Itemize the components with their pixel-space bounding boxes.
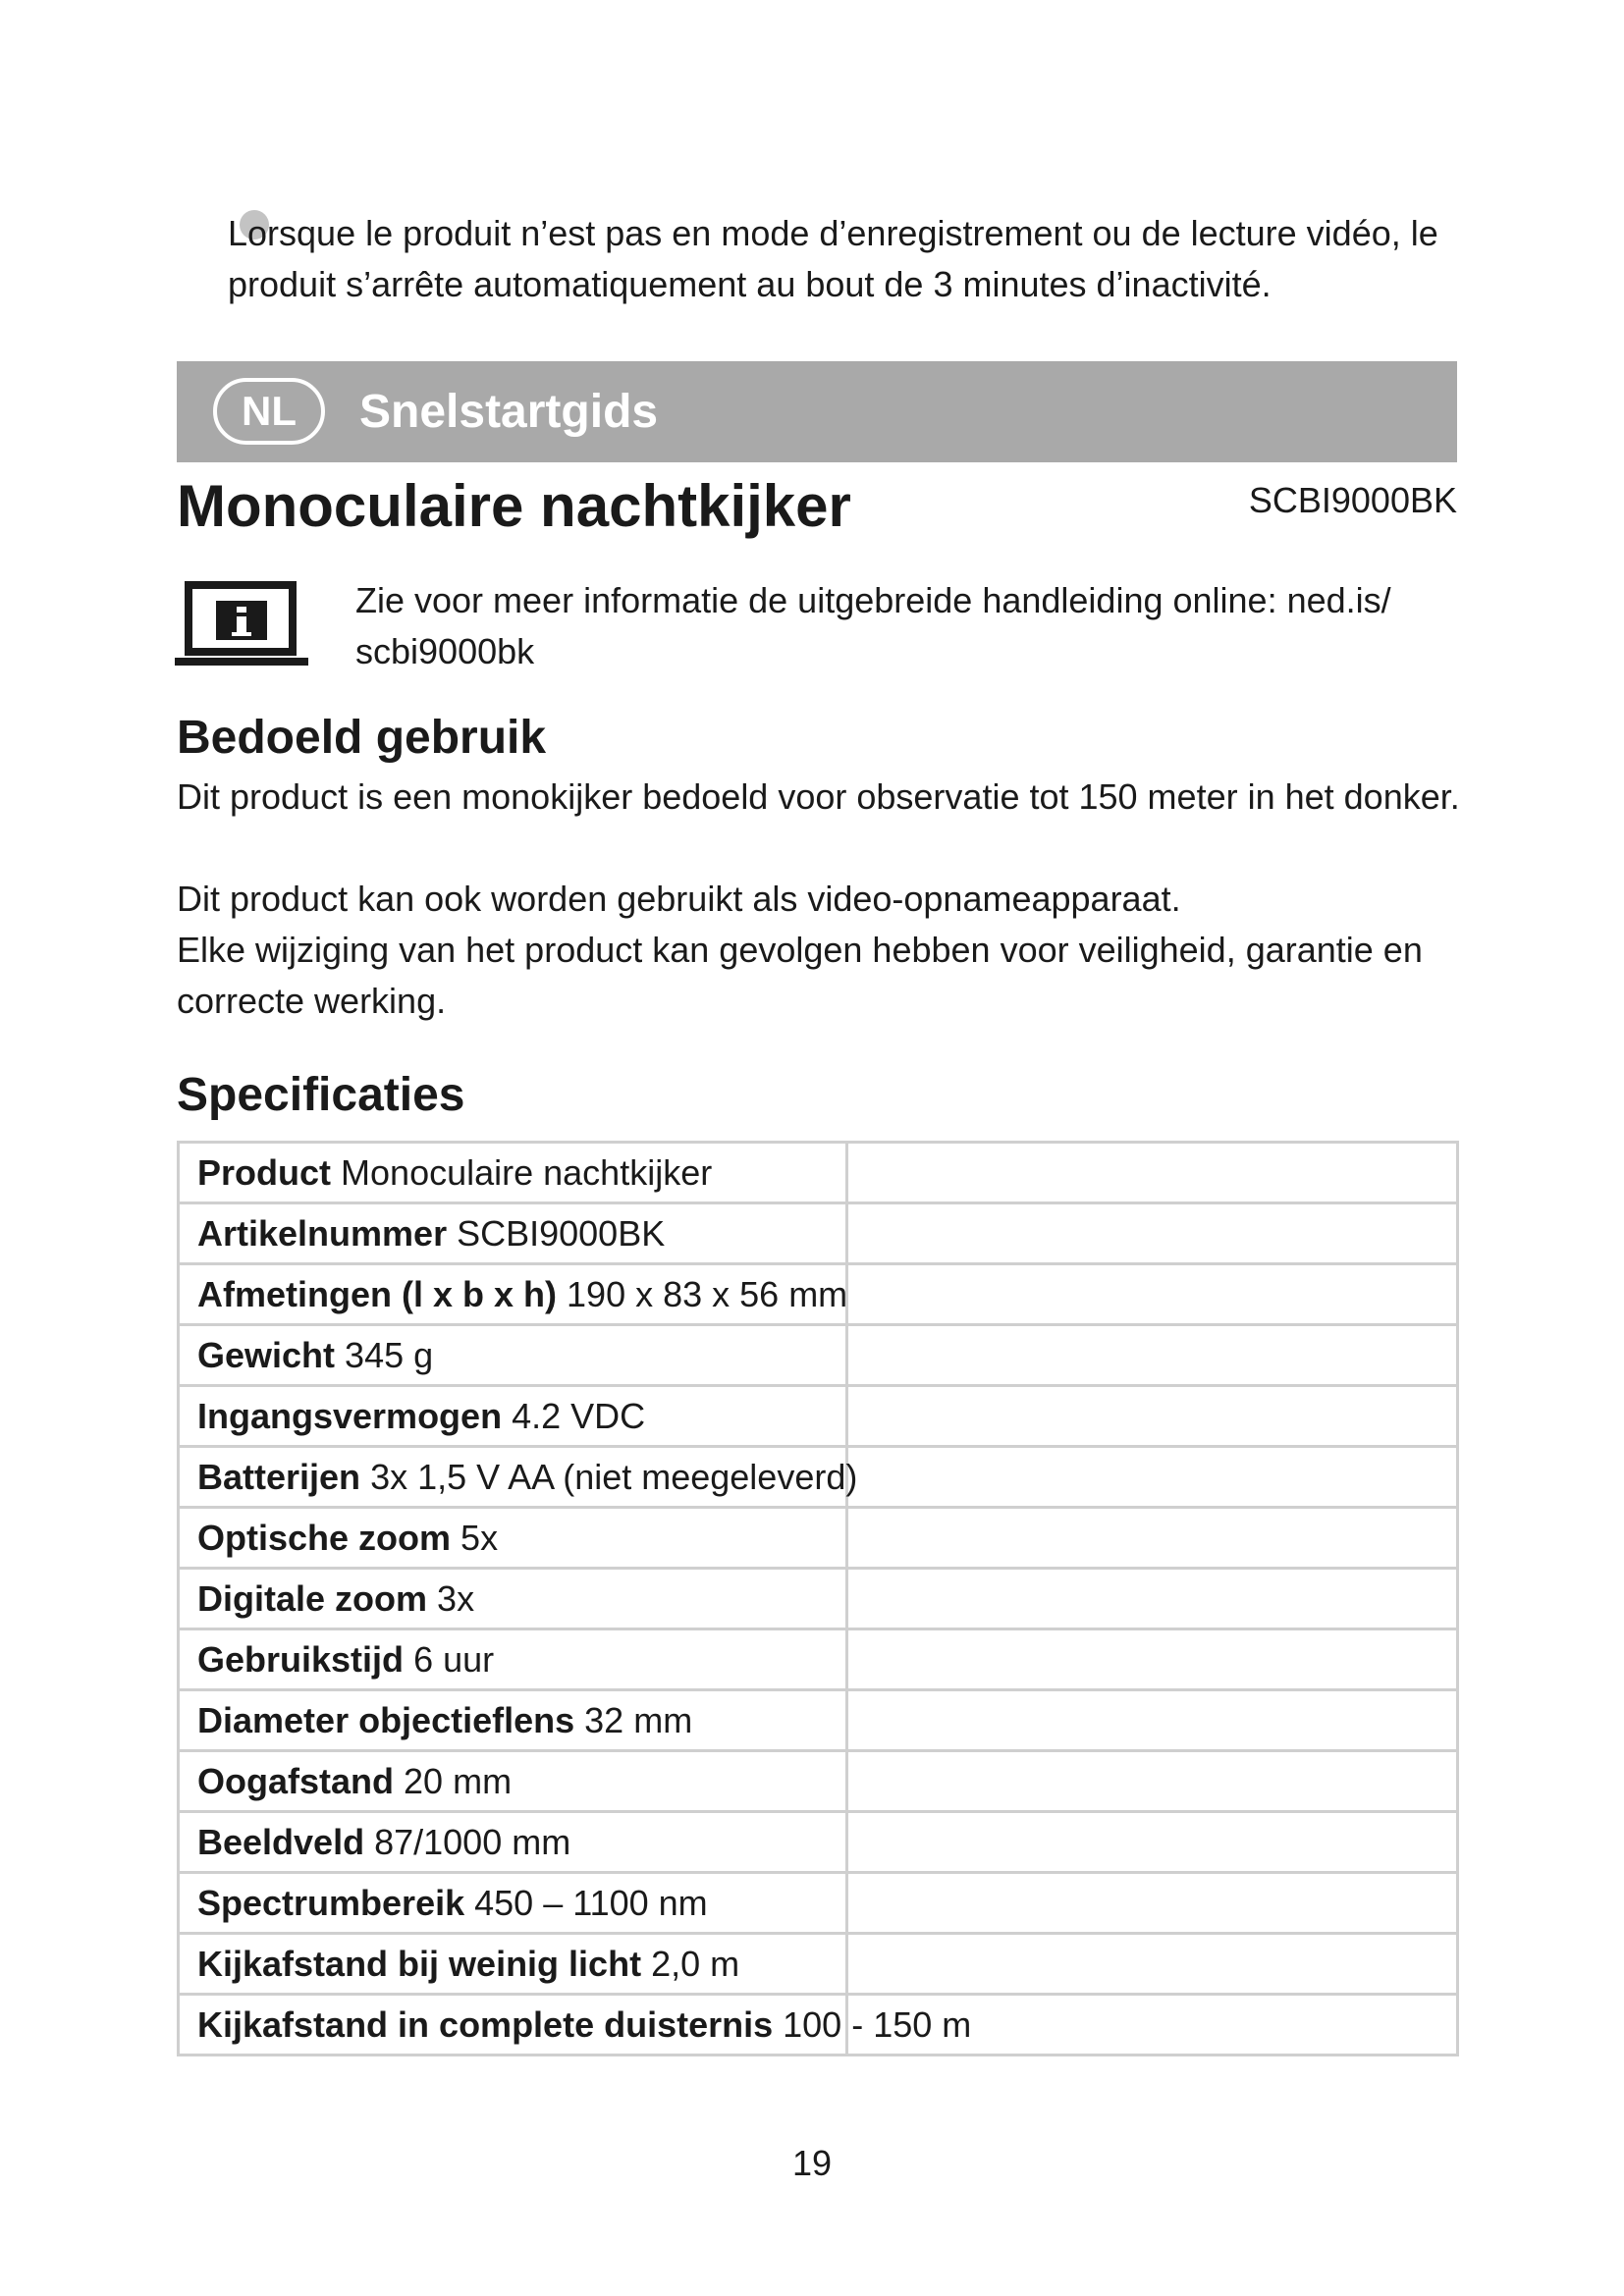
- spec-name: Spectrumbereik: [197, 1882, 465, 1923]
- laptop-info-icon: [175, 581, 308, 671]
- table-row: [179, 1264, 1458, 1325]
- spec-value: 3x 1,5 V AA (niet meegeleverd): [370, 1456, 858, 1497]
- spec-cell: [179, 1934, 847, 1995]
- spec-cell: [179, 1690, 847, 1751]
- table-row: [179, 1812, 1458, 1873]
- spec-value: 190 x 83 x 56 mm: [567, 1273, 848, 1314]
- spec-name: Batterijen: [197, 1456, 361, 1497]
- empty-cell: [847, 1447, 1458, 1508]
- table-row: [179, 1690, 1458, 1751]
- spec-value: 345 g: [345, 1334, 434, 1375]
- page-number: 19: [791, 2143, 833, 2183]
- spec-name: Ingangsvermogen: [197, 1395, 503, 1436]
- intended-use-paragraph: Dit product kan ook worden gebruikt als video-opnameapparaat.: [177, 879, 1181, 919]
- spec-cell: [179, 1569, 847, 1629]
- spec-name: Artikelnummer: [197, 1212, 448, 1254]
- spec-value: 2,0 m: [651, 1943, 740, 1984]
- spec-value: 5x: [460, 1517, 499, 1558]
- table-row: [179, 1508, 1458, 1569]
- table-row: [179, 1569, 1458, 1629]
- intended-use-paragraph: Dit product is een monokijker bedoeld voor observatie tot 150 meter in het donker.: [177, 776, 1460, 817]
- empty-cell: [847, 1934, 1458, 1995]
- specifications-heading: Specificaties: [177, 1069, 465, 1121]
- spec-name: Beeldveld: [197, 1821, 365, 1862]
- empty-cell: [847, 1325, 1458, 1386]
- spec-value: SCBI9000BK: [457, 1212, 666, 1254]
- spec-name: Digitale zoom: [197, 1577, 428, 1619]
- table-row: [179, 1751, 1458, 1812]
- empty-cell: [847, 1264, 1458, 1325]
- spec-cell: [179, 1812, 847, 1873]
- empty-cell: [847, 1812, 1458, 1873]
- language-badge: NL: [213, 378, 325, 445]
- table-row: [179, 1203, 1458, 1264]
- spec-value: 4.2 VDC: [512, 1395, 646, 1436]
- spec-name: Kijkafstand in complete duisternis: [197, 2003, 774, 2045]
- spec-cell: [179, 1751, 847, 1812]
- table-row: [179, 1873, 1458, 1934]
- empty-cell: [847, 1203, 1458, 1264]
- spec-cell: [179, 1386, 847, 1447]
- empty-cell: [847, 1629, 1458, 1690]
- table-row: [179, 1386, 1458, 1447]
- banner-title: Snelstartgids: [359, 386, 659, 438]
- spec-value: 450 – 1100 nm: [474, 1882, 708, 1923]
- specifications-table: [177, 1141, 1459, 2056]
- spec-name: Oogafstand: [197, 1760, 395, 1801]
- product-title: Monoculaire nachtkijker: [177, 473, 851, 539]
- spec-name: Afmetingen (l x b x h): [197, 1273, 558, 1314]
- spec-value: 3x: [437, 1577, 475, 1619]
- empty-cell: [847, 1386, 1458, 1447]
- spec-cell: [179, 1143, 847, 1203]
- table-row: [179, 1995, 1458, 2056]
- intended-use-paragraph: Elke wijziging van het product kan gevolgen hebben voor veiligheid, garantie en correcte werking.: [177, 930, 1423, 1021]
- spec-value: 20 mm: [404, 1760, 513, 1801]
- spec-name: Kijkafstand bij weinig licht: [197, 1943, 642, 1984]
- spec-value: 100 - 150 m: [783, 2003, 972, 2045]
- empty-cell: [847, 1569, 1458, 1629]
- spec-value: 6 uur: [413, 1638, 495, 1680]
- spec-cell: [179, 1995, 972, 2056]
- spec-name: Diameter objectieflens: [197, 1699, 575, 1740]
- table-row: [179, 1629, 1458, 1690]
- intro-note: [228, 208, 1475, 310]
- table-row: [179, 1447, 1458, 1508]
- spec-cell: [179, 1447, 858, 1508]
- empty-cell: [847, 1873, 1458, 1934]
- spec-value: 32 mm: [584, 1699, 693, 1740]
- empty-cell: [847, 1143, 1458, 1203]
- online-manual-line1: Zie voor meer informatie de uitgebreide handleiding online: ned.is/: [355, 580, 1391, 620]
- model-code: SCBI9000BK: [1248, 480, 1457, 520]
- spec-name: Optische zoom: [197, 1517, 452, 1558]
- table-row: [179, 1143, 1458, 1203]
- intro-text: Lorsque le produit n’est pas en mode d’enregistrement ou de lecture vidéo, le produit s’arrête automatiquement au bout de 3 minutes d’inactivité.: [228, 213, 1438, 304]
- spec-value: Monoculaire nachtkijker: [341, 1151, 713, 1193]
- spec-cell: [179, 1629, 847, 1690]
- spec-cell: [179, 1873, 847, 1934]
- spec-name: Product: [197, 1151, 332, 1193]
- online-manual-line2: scbi9000bk: [355, 631, 535, 671]
- spec-name: Gebruikstijd: [197, 1638, 405, 1680]
- intended-use-heading: Bedoeld gebruik: [177, 712, 547, 764]
- spec-cell: [179, 1264, 847, 1325]
- empty-cell: [847, 1751, 1458, 1812]
- spec-value: 87/1000 mm: [374, 1821, 571, 1862]
- spec-cell: [179, 1325, 847, 1386]
- quick-start-banner: [177, 361, 1457, 462]
- table-row: [179, 1325, 1458, 1386]
- online-manual-note: [355, 575, 1455, 677]
- spec-cell: [179, 1203, 847, 1264]
- empty-cell: [847, 1508, 1458, 1569]
- spec-cell: [179, 1508, 847, 1569]
- table-row: [179, 1934, 1458, 1995]
- empty-cell: [847, 1690, 1458, 1751]
- spec-name: Gewicht: [197, 1334, 336, 1375]
